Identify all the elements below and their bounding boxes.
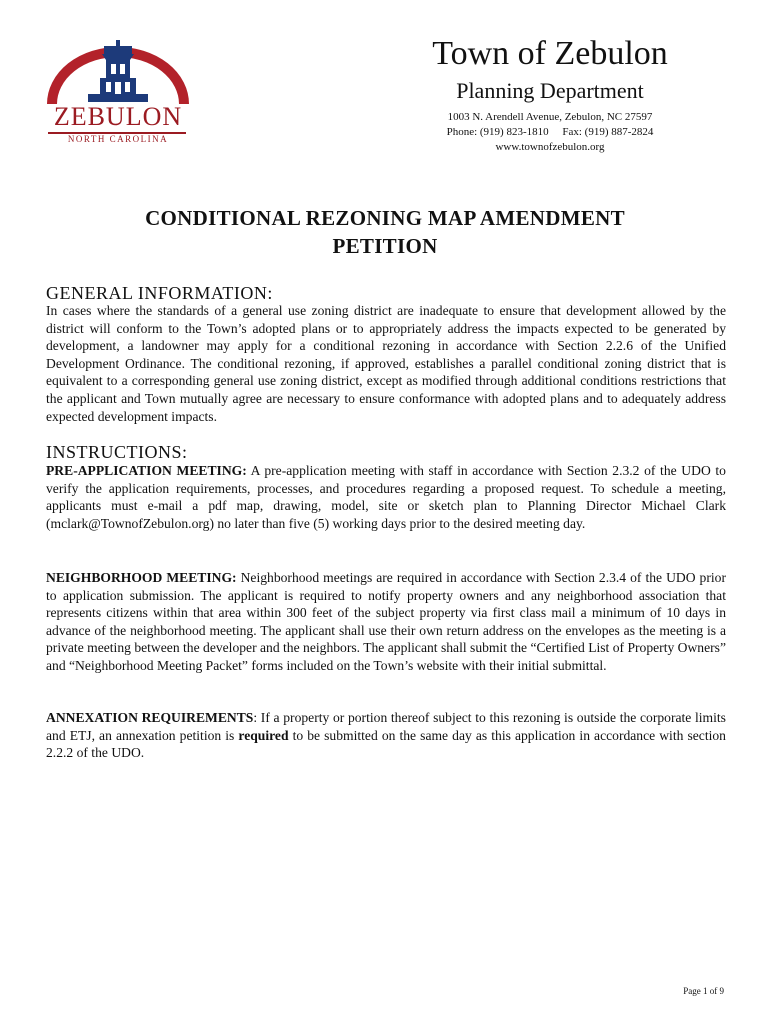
annexation-text-1: : If a property or portion thereof subject to this rezoning is outside the corporate limits and ETJ, an annexation petition is bbox=[46, 710, 726, 743]
page-number: Page 1 of 9 bbox=[683, 986, 724, 996]
pre-application-text: A pre-application meeting with staff in accordance with Section 2.3.2 of the UDO to verify the application requirements, processes, and procedures regarding a proposed request. To schedule a meeting, applicants must e-mail a pdf map, drawing, model, site or sketch plan to Planning Director Michael Clark (mclark@TownofZebulon.org) no later than five (5) working days prior to the desired meeting day. bbox=[46, 463, 726, 531]
instructions-heading: INSTRUCTIONS: bbox=[46, 442, 188, 462]
logo-state-name: NORTH CAROLINA bbox=[67, 134, 169, 144]
neighborhood-meeting-text: Neighborhood meetings are required in accordance with Section 2.3.4 of the UDO prior to application submission. The applicant is required to notify property owners and any neighborhood association that represents citizens within that area within 300 feet of the subject property via first class mail a minimum of 10 days in advance of the neighborhood meeting. The applicant shall use their own return address on the envelopes as the meeting is a private meeting between the developer and the neighbors. The applicant shall submit the “Certified List of Property Owners” and “Neighborhood Meeting Packet” forms included on the Town’s website with their initial submittal. bbox=[46, 570, 726, 673]
logo-town-name: ZEBULON bbox=[53, 102, 183, 131]
department-title: Planning Department bbox=[456, 78, 644, 103]
phone-fax-line: Phone: (919) 823-1810 Fax: (919) 887-2824 bbox=[446, 126, 654, 138]
document-title bbox=[60, 204, 710, 260]
letterhead bbox=[400, 34, 700, 155]
annexation-label: ANNEXATION REQUIREMENTS bbox=[46, 710, 254, 725]
general-information-heading: GENERAL INFORMATION: bbox=[46, 283, 273, 303]
town-logo bbox=[44, 38, 192, 148]
neighborhood-meeting-label: NEIGHBORHOOD MEETING: bbox=[46, 570, 237, 585]
contact-block bbox=[400, 110, 700, 155]
annexation-required: required bbox=[238, 727, 289, 743]
website-link[interactable]: www.townofzebulon.org bbox=[495, 141, 605, 153]
title-line-2: PETITION bbox=[332, 234, 438, 258]
address-line: 1003 N. Arendell Avenue, Zebulon, NC 27597 bbox=[447, 111, 653, 123]
annexation-paragraph bbox=[46, 709, 726, 762]
pre-application-label: PRE-APPLICATION MEETING: bbox=[46, 463, 247, 478]
town-title: Town of Zebulon bbox=[432, 35, 668, 72]
pre-application-paragraph bbox=[46, 462, 726, 532]
general-information-text: In cases where the standards of a general use zoning district are inadequate to ensure that development allowed by the district will conform to the Town’s adopted plans or to appropriately address the impacts expected to be generated by development, a landowner may apply for a conditional rezoning in accordance with Section 2.2.6 of the Unified Development Ordinance. The conditional rezoning, if approved, establishes a parallel conditional zoning district that is equivalent to a corresponding general use zoning district, except as modified through additional conditions restrictions that the applicant and Town mutually agree are necessary to ensure conformance with adopted plans and to adequately address expected development impacts. bbox=[46, 303, 726, 424]
title-line-1: CONDITIONAL REZONING MAP AMENDMENT bbox=[145, 206, 625, 230]
annexation-text-2: to be submitted on the same day as this application in accordance with section 2.2.2 of the UDO. bbox=[46, 727, 726, 761]
neighborhood-meeting-paragraph bbox=[46, 569, 726, 675]
